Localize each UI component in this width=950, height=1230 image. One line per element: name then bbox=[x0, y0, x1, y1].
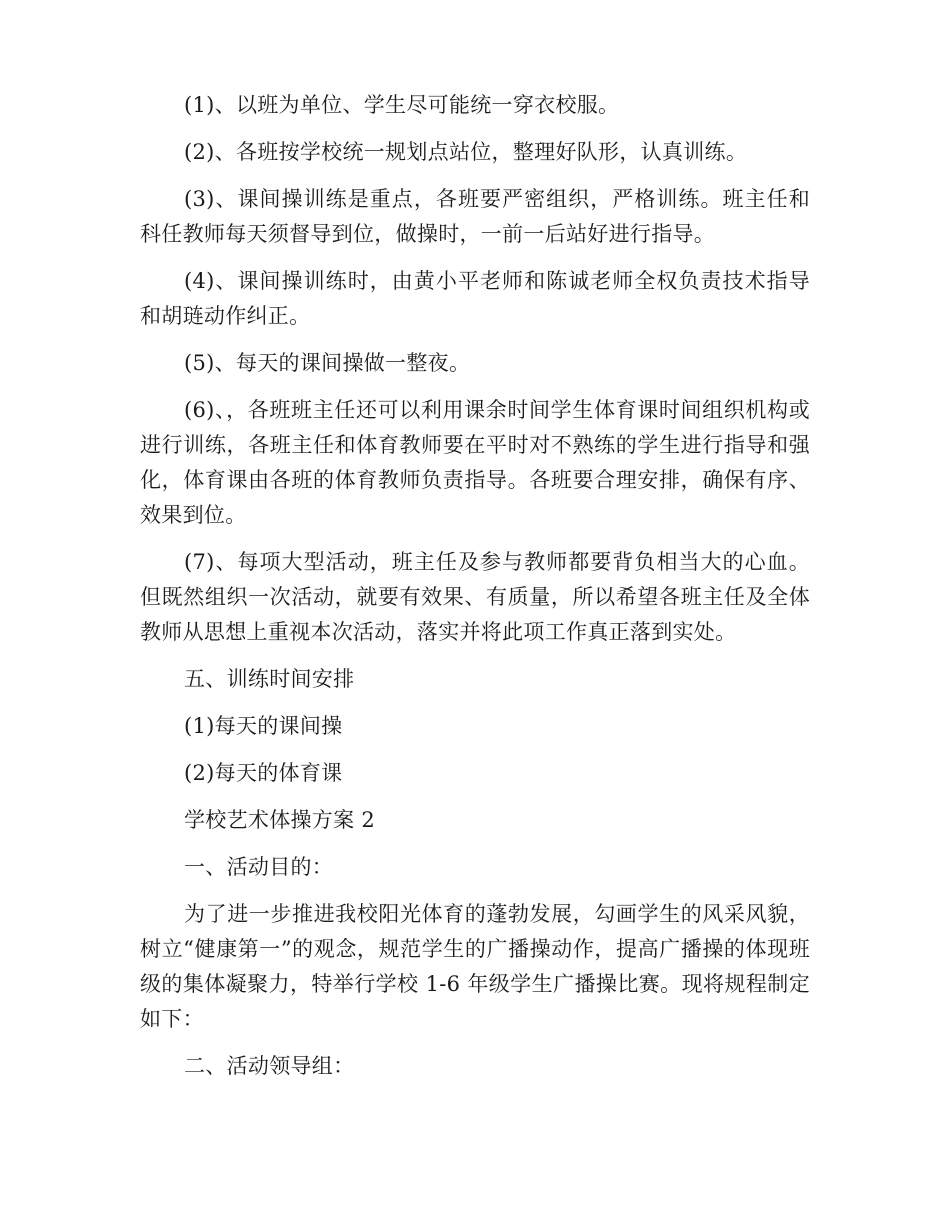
purpose-paragraph: 为了进一步推进我校阳光体育的蓬勃发展，勾画学生的风采风貌，树立“健康第一”的观念，规范学生的广播操动作，提高广播操的体现班级的集体凝聚力，特举行学校 1-6 年级学生广播操比赛。现将规程制定如下： bbox=[140, 902, 810, 1031]
paragraph-item-3: (3)、课间操训练是重点，各班要严密组织，严格训练。班主任和科任教师每天须督导到位，做操时，一前一后站好进行指导。 bbox=[140, 187, 810, 246]
paragraph-item-5: (5)、每天的课间操做一整夜。 bbox=[184, 351, 471, 375]
paragraph-item-1: (1)、以班为单位、学生尽可能统一穿衣校服。 bbox=[184, 93, 620, 117]
schedule-item-1: (1)每天的课间操 bbox=[184, 714, 343, 738]
paragraph-item-4: (4)、课间操训练时，由黄小平老师和陈诚老师全权负责技术指导和胡琏动作纠正。 bbox=[140, 269, 810, 328]
document-body bbox=[140, 88, 810, 1096]
paragraph-item-7: (7)、每项大型活动，班主任及参与教师都要背负相当大的心血。但既然组织一次活动，就要有效果、有质量，所以希望各班主任及全体教师从思想上重视本次活动，落实并将此项工作真正落到实处。 bbox=[140, 550, 810, 644]
schedule-item-2: (2)每天的体育课 bbox=[184, 761, 343, 785]
paragraph-item-2: (2)、各班按学校统一规划点站位，整理好队形，认真训练。 bbox=[184, 140, 748, 164]
section-heading-training-schedule: 五、训练时间安排 bbox=[184, 667, 355, 691]
section-heading-leadership: 二、活动领导组： bbox=[184, 1054, 355, 1078]
section-heading-purpose: 一、活动目的： bbox=[184, 855, 334, 879]
paragraph-item-6: (6)、，各班班主任还可以利用课余时间学生体育课时间组织机构或进行训练，各班主任和体育教师要在平时对不熟练的学生进行指导和强化，体育课由各班的体育教师负责指导。各班要合理安排，确保有序、效果到位。 bbox=[140, 398, 810, 527]
plan-title: 学校艺术体操方案 2 bbox=[184, 808, 376, 832]
